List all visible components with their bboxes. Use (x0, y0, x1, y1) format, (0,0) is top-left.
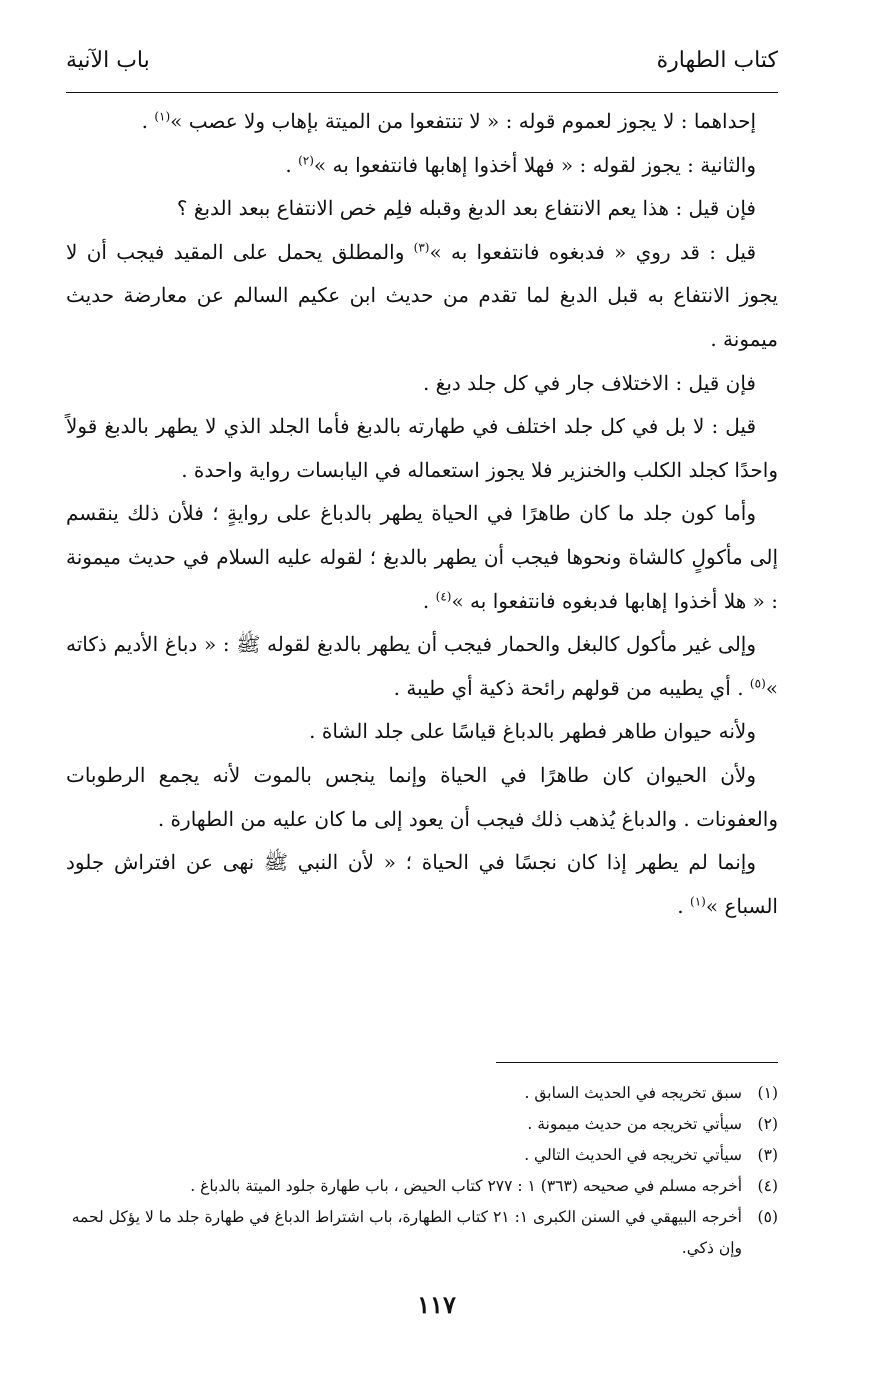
paragraph: قيل : لا بل في كل جلد اختلف في طهارته بالدبغ فأما الجلد الذي لا يطهر بالدبغ قولاً واحدًا كجلد الكلب والخنزير فلا يجوز استعماله في اليابسات رواية واحدة . (66, 414, 778, 482)
footnote (66, 1109, 778, 1140)
footnote-ref: (٥) (749, 676, 766, 691)
footnote-text: سبق تخريجه في الحديث السابق . (524, 1084, 742, 1102)
footnote-text: سيأتي تخريجه في الحديث التالي . (524, 1146, 742, 1164)
footnote (66, 1078, 778, 1109)
footnote (66, 1140, 778, 1171)
footnote-number: (٣) (757, 1146, 778, 1164)
footnote-text: أخرجه البيهقي في السنن الكبرى ١: ٢١ كتاب الطهارة، باب اشتراط الدباغ في طهارة جلد ما لا يؤكل لحمه وإن ذكي. (71, 1208, 742, 1257)
paragraph: قيل : قد روي « فدبغوه فانتفعوا به »$^{(٣)}$ والمطلق يحمل على المقيد فيجب أن لا يجوز الانتفاع به قبل الدبغ لما تقدم من حديث ابن عكيم السالم عن معارضة حديث ميمونة . (66, 239, 778, 351)
main-text (66, 100, 778, 928)
paragraph: فإن قيل : الاختلاف جار في كل جلد دبغ . (422, 370, 756, 395)
paragraph: ولأنه حيوان طاهر فطهر بالدباغ قياسًا على جلد الشاة . (309, 719, 756, 744)
footnote-ref: (١) (154, 109, 171, 124)
footnote-number: (٥) (757, 1208, 778, 1226)
paragraph: وإنما لم يطهر إذا كان نجسًا في الحياة ؛ « لأن النبي ﷺ نهى عن افتراش جلود السباع »$^{(١)}$ . (66, 850, 778, 918)
paragraph: والثانية : يجوز لقوله : « فهلا أخذوا إهابها فانتفعوا به »$^{(٢)}$ . (285, 152, 756, 177)
footnote-ref: (٤) (435, 588, 452, 603)
footnote (66, 1171, 778, 1202)
paragraph: وأما كون جلد ما كان طاهرًا في الحياة يطهر بالدباغ على روايةٍ ؛ فلأن ذلك ينقسم إلى مأكولٍ كالشاة ونحوها فيجب أن يطهر بالدبغ ؛ لقوله عليه السلام في حديث ميمونة : « هلا أخذوا إهابها فدبغوه فانتفعوا به »$^{(٤)}$ . (66, 501, 778, 613)
footnote-text: أخرجه مسلم في صحيحه (٣٦٣) ١ : ٢٧٧ كتاب الحيض ، باب طهارة جلود الميتة بالدباغ . (190, 1177, 742, 1195)
book-title: كتاب الطهارة (656, 48, 778, 73)
paragraph: وإلى غير مأكول كالبغل والحمار فيجب أن يطهر بالدبغ لقوله ﷺ : « دباغ الأديم ذكاته »$^{(٥)}$ . أي يطيبه من قولهم رائحة ذكية أي طيبة . (66, 632, 778, 700)
running-header (66, 42, 778, 93)
footnote-divider (496, 1062, 778, 1063)
footnote-number: (٤) (757, 1177, 778, 1195)
footnote-number: (١) (757, 1084, 778, 1102)
chapter-title: باب الآنية (66, 48, 150, 73)
footnote-ref: (٣) (413, 240, 430, 255)
footnote-ref: (٢) (298, 152, 314, 167)
page-number: ١١٧ (417, 1290, 456, 1319)
footnote (66, 1202, 778, 1264)
paragraph: فإن قيل : هذا يعم الانتفاع بعد الدبغ وقبله فلِم خص الانتفاع ببعد الدبغ ؟ (176, 196, 756, 221)
paragraph: إحداهما : لا يجوز لعموم قوله : « لا تنتفعوا من الميتة بإهاب ولا عصب »$^{(١)}$ . (141, 109, 756, 133)
footnotes (66, 1078, 778, 1264)
footnote-text: سيأتي تخريجه من حديث ميمونة . (527, 1115, 742, 1133)
footnote-number: (٢) (757, 1115, 778, 1133)
paragraph: ولأن الحيوان كان طاهرًا في الحياة وإنما ينجس بالموت لأنه يجمع الرطوبات والعفونات . والدباغ يُذهب ذلك فيجب أن يعود إلى ما كان عليه من الطهارة . (66, 762, 778, 831)
footnote-ref: (١) (690, 894, 706, 909)
